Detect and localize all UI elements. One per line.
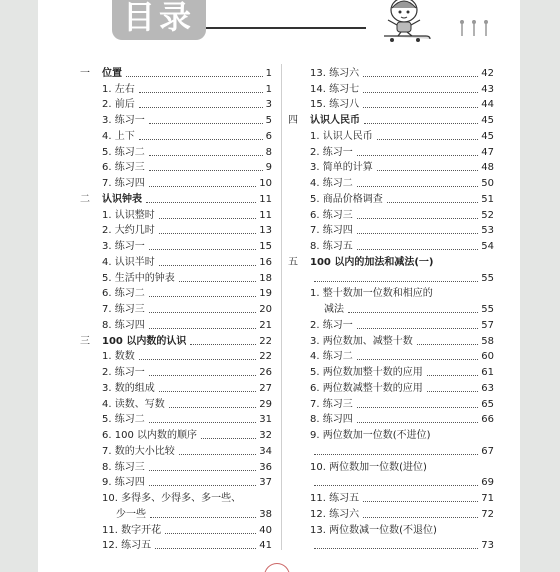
dot-leader bbox=[155, 548, 256, 549]
toc-entry-row[interactable] bbox=[288, 426, 494, 442]
page-number: 13 bbox=[259, 225, 272, 237]
toc-entry-row[interactable] bbox=[80, 489, 272, 505]
page-number: 51 bbox=[481, 193, 494, 205]
page-number: 11 bbox=[259, 209, 272, 221]
page-number: 55 bbox=[481, 272, 494, 284]
dot-leader bbox=[149, 375, 257, 376]
entry-title: 2. 前后 bbox=[102, 99, 135, 111]
toc-entry-row[interactable] bbox=[288, 285, 494, 301]
toc-entry-row[interactable] bbox=[80, 363, 272, 379]
page-number: 20 bbox=[259, 304, 272, 315]
section-number: 五 bbox=[288, 256, 298, 268]
toc-entry-row[interactable] bbox=[80, 458, 272, 474]
dot-leader bbox=[139, 139, 263, 140]
dot-leader bbox=[165, 533, 256, 534]
dot-leader bbox=[314, 281, 478, 282]
page-number: 34 bbox=[259, 445, 272, 457]
entry-title: 6. 两位数减整十数的应用 bbox=[310, 382, 423, 394]
toc-entry-row[interactable] bbox=[80, 300, 272, 316]
entry-title: 9. 两位数加一位数(不进位) bbox=[310, 430, 431, 441]
dot-leader bbox=[357, 328, 479, 329]
toc-entry-row[interactable] bbox=[80, 474, 272, 490]
page-number: 61 bbox=[481, 367, 494, 378]
section-title: 100 以内数的认识 bbox=[102, 335, 187, 347]
page-number: 1 bbox=[265, 67, 272, 79]
toc-section-row[interactable] bbox=[288, 253, 494, 269]
toc-entry-row[interactable] bbox=[80, 143, 272, 159]
entry-title: 5. 练习二 bbox=[102, 146, 145, 158]
toc-entry-row[interactable] bbox=[288, 537, 494, 553]
entry-title: 4. 读数、写数 bbox=[102, 398, 165, 410]
page-number: 71 bbox=[481, 493, 494, 504]
page-number: 69 bbox=[481, 477, 494, 489]
toc-entry-row[interactable] bbox=[288, 332, 494, 348]
toc-entry-row[interactable] bbox=[80, 253, 272, 269]
page-number: 60 bbox=[481, 351, 494, 363]
entry-title: 3. 两位数加、减整十数 bbox=[310, 335, 413, 347]
entry-title: 11. 练习五 bbox=[310, 493, 360, 504]
entry-title: 2. 练习一 bbox=[102, 367, 145, 378]
page-number: 45 bbox=[481, 130, 494, 142]
toc-entry-row[interactable] bbox=[80, 442, 272, 458]
entry-title: 少一些 bbox=[116, 508, 146, 520]
page-number: 27 bbox=[259, 382, 272, 394]
toc-entry-row[interactable] bbox=[80, 80, 272, 96]
toc-section-row[interactable] bbox=[80, 64, 272, 80]
toc-entry-row[interactable] bbox=[80, 222, 272, 238]
toc-entry-row[interactable] bbox=[80, 285, 272, 301]
dot-leader bbox=[149, 296, 257, 297]
toc-right-column bbox=[288, 64, 494, 552]
page-number: 42 bbox=[481, 67, 494, 79]
entry-title: 5. 练习二 bbox=[102, 414, 145, 426]
dot-leader bbox=[357, 233, 479, 234]
dot-leader bbox=[149, 470, 257, 471]
toc-entry-row[interactable] bbox=[80, 426, 272, 442]
toc-entry-row[interactable] bbox=[288, 458, 494, 474]
dot-leader bbox=[357, 422, 479, 423]
dot-leader bbox=[357, 359, 479, 360]
toc-entry-row[interactable] bbox=[288, 442, 494, 458]
entry-title: 5. 商品价格调查 bbox=[310, 193, 383, 205]
toc-entry-row[interactable] bbox=[288, 206, 494, 222]
page-number: 26 bbox=[259, 367, 272, 378]
toc-entry-row[interactable] bbox=[288, 222, 494, 238]
toc-entry-row[interactable] bbox=[80, 206, 272, 222]
entry-title: 8. 练习五 bbox=[310, 241, 353, 252]
skateboard-kid-icon bbox=[376, 0, 446, 42]
toc-entry-row[interactable] bbox=[80, 521, 272, 537]
dot-leader bbox=[149, 312, 257, 313]
section-title: 100 以内的加法和减法(一) bbox=[310, 256, 434, 268]
toc-entry-row[interactable] bbox=[80, 96, 272, 112]
toc-entry-row[interactable] bbox=[288, 190, 494, 206]
page-number: 31 bbox=[259, 414, 272, 426]
toc-entry-row[interactable] bbox=[80, 379, 272, 395]
toc-entry-row[interactable] bbox=[288, 379, 494, 395]
section-title: 认识钟表 bbox=[102, 193, 142, 205]
page-number: 50 bbox=[481, 178, 494, 189]
dot-leader bbox=[417, 344, 479, 345]
dot-leader bbox=[149, 155, 263, 156]
page-number: 45 bbox=[481, 115, 494, 126]
title-underline bbox=[206, 27, 366, 29]
section-title: 位置 bbox=[102, 67, 122, 79]
entry-title: 2. 练习一 bbox=[310, 146, 353, 158]
entry-title: 4. 练习二 bbox=[310, 178, 353, 189]
decorative-pins-icon bbox=[458, 18, 502, 38]
toc-entry-row[interactable] bbox=[288, 80, 494, 96]
toc-entry-row[interactable] bbox=[80, 505, 272, 521]
toc-entry-row[interactable] bbox=[288, 96, 494, 112]
dot-leader bbox=[139, 92, 263, 93]
entry-title: 7. 练习四 bbox=[102, 178, 145, 189]
toc-entry-row[interactable] bbox=[288, 300, 494, 316]
page-number: 37 bbox=[259, 477, 272, 489]
entry-title: 1. 认识整时 bbox=[102, 209, 155, 221]
dot-leader bbox=[377, 170, 479, 171]
section-number: 四 bbox=[288, 115, 298, 126]
title-tab bbox=[112, 0, 206, 40]
entry-title: 4. 练习二 bbox=[310, 351, 353, 363]
entry-title: 14. 练习七 bbox=[310, 83, 360, 95]
dot-leader bbox=[427, 391, 479, 392]
entry-title: 7. 数的大小比较 bbox=[102, 445, 175, 457]
page-number: 11 bbox=[259, 193, 272, 205]
entry-title: 15. 练习八 bbox=[310, 99, 360, 111]
page-number: 43 bbox=[481, 83, 494, 95]
dot-leader bbox=[149, 249, 257, 250]
dot-leader bbox=[377, 139, 479, 140]
page-number: 21 bbox=[259, 319, 272, 331]
entry-title: 减法 bbox=[324, 304, 344, 315]
page-number: 65 bbox=[481, 398, 494, 410]
dot-leader bbox=[357, 249, 479, 250]
page-number: 3 bbox=[265, 99, 272, 111]
dot-leader bbox=[139, 107, 263, 108]
entry-title: 2. 大约几时 bbox=[102, 225, 155, 237]
toc-entry-row[interactable] bbox=[80, 348, 272, 364]
toc-section-row[interactable] bbox=[80, 332, 272, 348]
entry-title: 13. 练习六 bbox=[310, 67, 360, 79]
entry-title: 3. 练习一 bbox=[102, 241, 145, 252]
dot-leader bbox=[314, 454, 478, 455]
dot-leader bbox=[387, 202, 479, 203]
page-number: 9 bbox=[265, 162, 272, 174]
section-number: 一 bbox=[80, 67, 90, 79]
entry-title: 9. 练习四 bbox=[102, 477, 145, 489]
entry-title: 12. 练习五 bbox=[102, 540, 152, 552]
toc-entry-row[interactable] bbox=[80, 174, 272, 190]
toc-entry-row[interactable] bbox=[288, 316, 494, 332]
dot-leader bbox=[363, 517, 478, 518]
toc-entry-row[interactable] bbox=[288, 489, 494, 505]
entry-title: 3. 练习一 bbox=[102, 115, 145, 126]
entry-title: 1. 数数 bbox=[102, 351, 135, 363]
page-number: 40 bbox=[259, 524, 272, 536]
page-number: 63 bbox=[481, 382, 494, 394]
entry-title: 4. 上下 bbox=[102, 130, 135, 142]
toc-entry-row[interactable] bbox=[288, 237, 494, 253]
entry-title: 10. 两位数加一位数(进位) bbox=[310, 461, 427, 473]
entry-title: 7. 练习三 bbox=[310, 398, 353, 410]
entry-title: 3. 简单的计算 bbox=[310, 162, 373, 174]
page-number: 22 bbox=[259, 351, 272, 363]
toc-entry-row[interactable] bbox=[80, 159, 272, 175]
toc-entry-row[interactable] bbox=[288, 505, 494, 521]
page-number: 29 bbox=[259, 398, 272, 410]
page-number: 15 bbox=[259, 241, 272, 252]
entry-title: 2. 练习一 bbox=[310, 319, 353, 331]
entry-title: 7. 练习三 bbox=[102, 304, 145, 315]
page-title: 目录 bbox=[122, 0, 195, 36]
page-number: 6 bbox=[265, 130, 272, 142]
entry-title: 3. 数的组成 bbox=[102, 382, 155, 394]
page-number: 19 bbox=[259, 288, 272, 300]
dot-leader bbox=[357, 218, 479, 219]
dot-leader bbox=[314, 485, 478, 486]
toc-entry-row[interactable] bbox=[80, 127, 272, 143]
page-number: 38 bbox=[259, 508, 272, 520]
toc-entry-row[interactable] bbox=[288, 395, 494, 411]
toc-entry-row[interactable] bbox=[288, 64, 494, 80]
dot-leader bbox=[149, 186, 257, 187]
page-number: 8 bbox=[265, 146, 272, 158]
dot-leader bbox=[427, 375, 479, 376]
page-number: 54 bbox=[481, 241, 494, 252]
dot-leader bbox=[190, 344, 256, 345]
dot-leader bbox=[139, 359, 257, 360]
dot-leader bbox=[357, 407, 479, 408]
toc-entry-row[interactable] bbox=[80, 395, 272, 411]
page-number: 47 bbox=[481, 146, 494, 158]
dot-leader bbox=[159, 218, 257, 219]
dot-leader bbox=[201, 438, 256, 439]
page-number: 44 bbox=[481, 99, 494, 111]
page-number: 32 bbox=[259, 430, 272, 441]
dot-leader bbox=[357, 155, 479, 156]
toc-entry-row[interactable] bbox=[288, 174, 494, 190]
page-number: 67 bbox=[481, 445, 494, 457]
dot-leader bbox=[159, 265, 257, 266]
entry-title: 6. 100 以内数的顺序 bbox=[102, 430, 197, 441]
section-title: 认识人民币 bbox=[310, 115, 360, 126]
dot-leader bbox=[126, 76, 263, 77]
section-number: 三 bbox=[80, 335, 90, 347]
toc-entry-row[interactable] bbox=[80, 237, 272, 253]
dot-leader bbox=[363, 92, 478, 93]
toc-entry-row[interactable] bbox=[288, 159, 494, 175]
dot-leader bbox=[146, 202, 256, 203]
dot-leader bbox=[363, 107, 478, 108]
page-number: 57 bbox=[481, 319, 494, 331]
entry-title: 6. 练习三 bbox=[310, 209, 353, 221]
toc-entry-row[interactable] bbox=[80, 316, 272, 332]
page-number: 66 bbox=[481, 414, 494, 426]
dot-leader bbox=[149, 123, 263, 124]
entry-title: 5. 生活中的钟表 bbox=[102, 272, 175, 284]
entry-title: 12. 练习六 bbox=[310, 508, 360, 520]
toc-entry-row[interactable] bbox=[80, 269, 272, 285]
dot-leader bbox=[169, 407, 257, 408]
toc-entry-row[interactable] bbox=[288, 269, 494, 285]
toc-entry-row[interactable] bbox=[288, 348, 494, 364]
entry-title: 8. 练习三 bbox=[102, 461, 145, 473]
dot-leader bbox=[364, 123, 478, 124]
page-number: 41 bbox=[259, 540, 272, 552]
dot-leader bbox=[179, 281, 257, 282]
page-number: 52 bbox=[481, 209, 494, 221]
entry-title: 1. 左右 bbox=[102, 83, 135, 95]
toc-entry-row[interactable] bbox=[80, 111, 272, 127]
page-number: 18 bbox=[259, 272, 272, 284]
entry-title: 8. 练习四 bbox=[102, 319, 145, 331]
column-divider bbox=[281, 64, 282, 550]
entry-title: 4. 认识半时 bbox=[102, 256, 155, 268]
toc-entry-row[interactable] bbox=[288, 143, 494, 159]
toc-entry-row[interactable] bbox=[288, 363, 494, 379]
dot-leader bbox=[149, 485, 257, 486]
dot-leader bbox=[149, 422, 257, 423]
page-number: 72 bbox=[481, 508, 494, 520]
toc-section-row[interactable] bbox=[288, 111, 494, 127]
dot-leader bbox=[150, 517, 256, 518]
toc-left-column bbox=[80, 64, 272, 552]
dot-leader bbox=[363, 76, 478, 77]
page-number: 53 bbox=[481, 225, 494, 237]
toc-entry-row[interactable] bbox=[288, 411, 494, 427]
page-number: 55 bbox=[481, 304, 494, 315]
entry-title: 1. 整十数加一位数和相应的 bbox=[310, 288, 433, 300]
entry-title: 10. 多得多、少得多、多一些、 bbox=[102, 493, 242, 504]
page-number-badge bbox=[264, 563, 290, 572]
toc-entry-row[interactable] bbox=[80, 537, 272, 553]
entry-title: 11. 数字开花 bbox=[102, 524, 162, 536]
dot-leader bbox=[363, 501, 478, 502]
dot-leader bbox=[159, 391, 257, 392]
entry-title: 5. 两位数加整十数的应用 bbox=[310, 367, 423, 378]
dot-leader bbox=[149, 328, 257, 329]
page-number: 22 bbox=[259, 335, 272, 347]
entry-title: 8. 练习四 bbox=[310, 414, 353, 426]
dot-leader bbox=[149, 170, 263, 171]
page-number: 16 bbox=[259, 256, 272, 268]
entry-title: 6. 练习三 bbox=[102, 162, 145, 174]
toc-page bbox=[38, 0, 520, 572]
toc-entry-row[interactable] bbox=[288, 521, 494, 537]
toc-entry-row[interactable] bbox=[288, 474, 494, 490]
dot-leader bbox=[348, 312, 478, 313]
page-number: 5 bbox=[265, 115, 272, 126]
page-number: 36 bbox=[259, 461, 272, 473]
dot-leader bbox=[159, 233, 257, 234]
toc-entry-row[interactable] bbox=[288, 127, 494, 143]
entry-title: 13. 两位数减一位数(不退位) bbox=[310, 524, 437, 536]
page-number: 73 bbox=[481, 540, 494, 552]
toc-entry-row[interactable] bbox=[80, 411, 272, 427]
entry-title: 1. 认识人民币 bbox=[310, 130, 373, 142]
page-number: 48 bbox=[481, 162, 494, 174]
dot-leader bbox=[314, 548, 478, 549]
dot-leader bbox=[357, 186, 479, 187]
page-number: 1 bbox=[265, 83, 272, 95]
page-number: 58 bbox=[481, 335, 494, 347]
entry-title: 6. 练习二 bbox=[102, 288, 145, 300]
entry-title: 7. 练习四 bbox=[310, 225, 353, 237]
page-number: 10 bbox=[259, 178, 272, 189]
toc-section-row[interactable] bbox=[80, 190, 272, 206]
dot-leader bbox=[179, 454, 257, 455]
section-number: 二 bbox=[80, 193, 90, 205]
